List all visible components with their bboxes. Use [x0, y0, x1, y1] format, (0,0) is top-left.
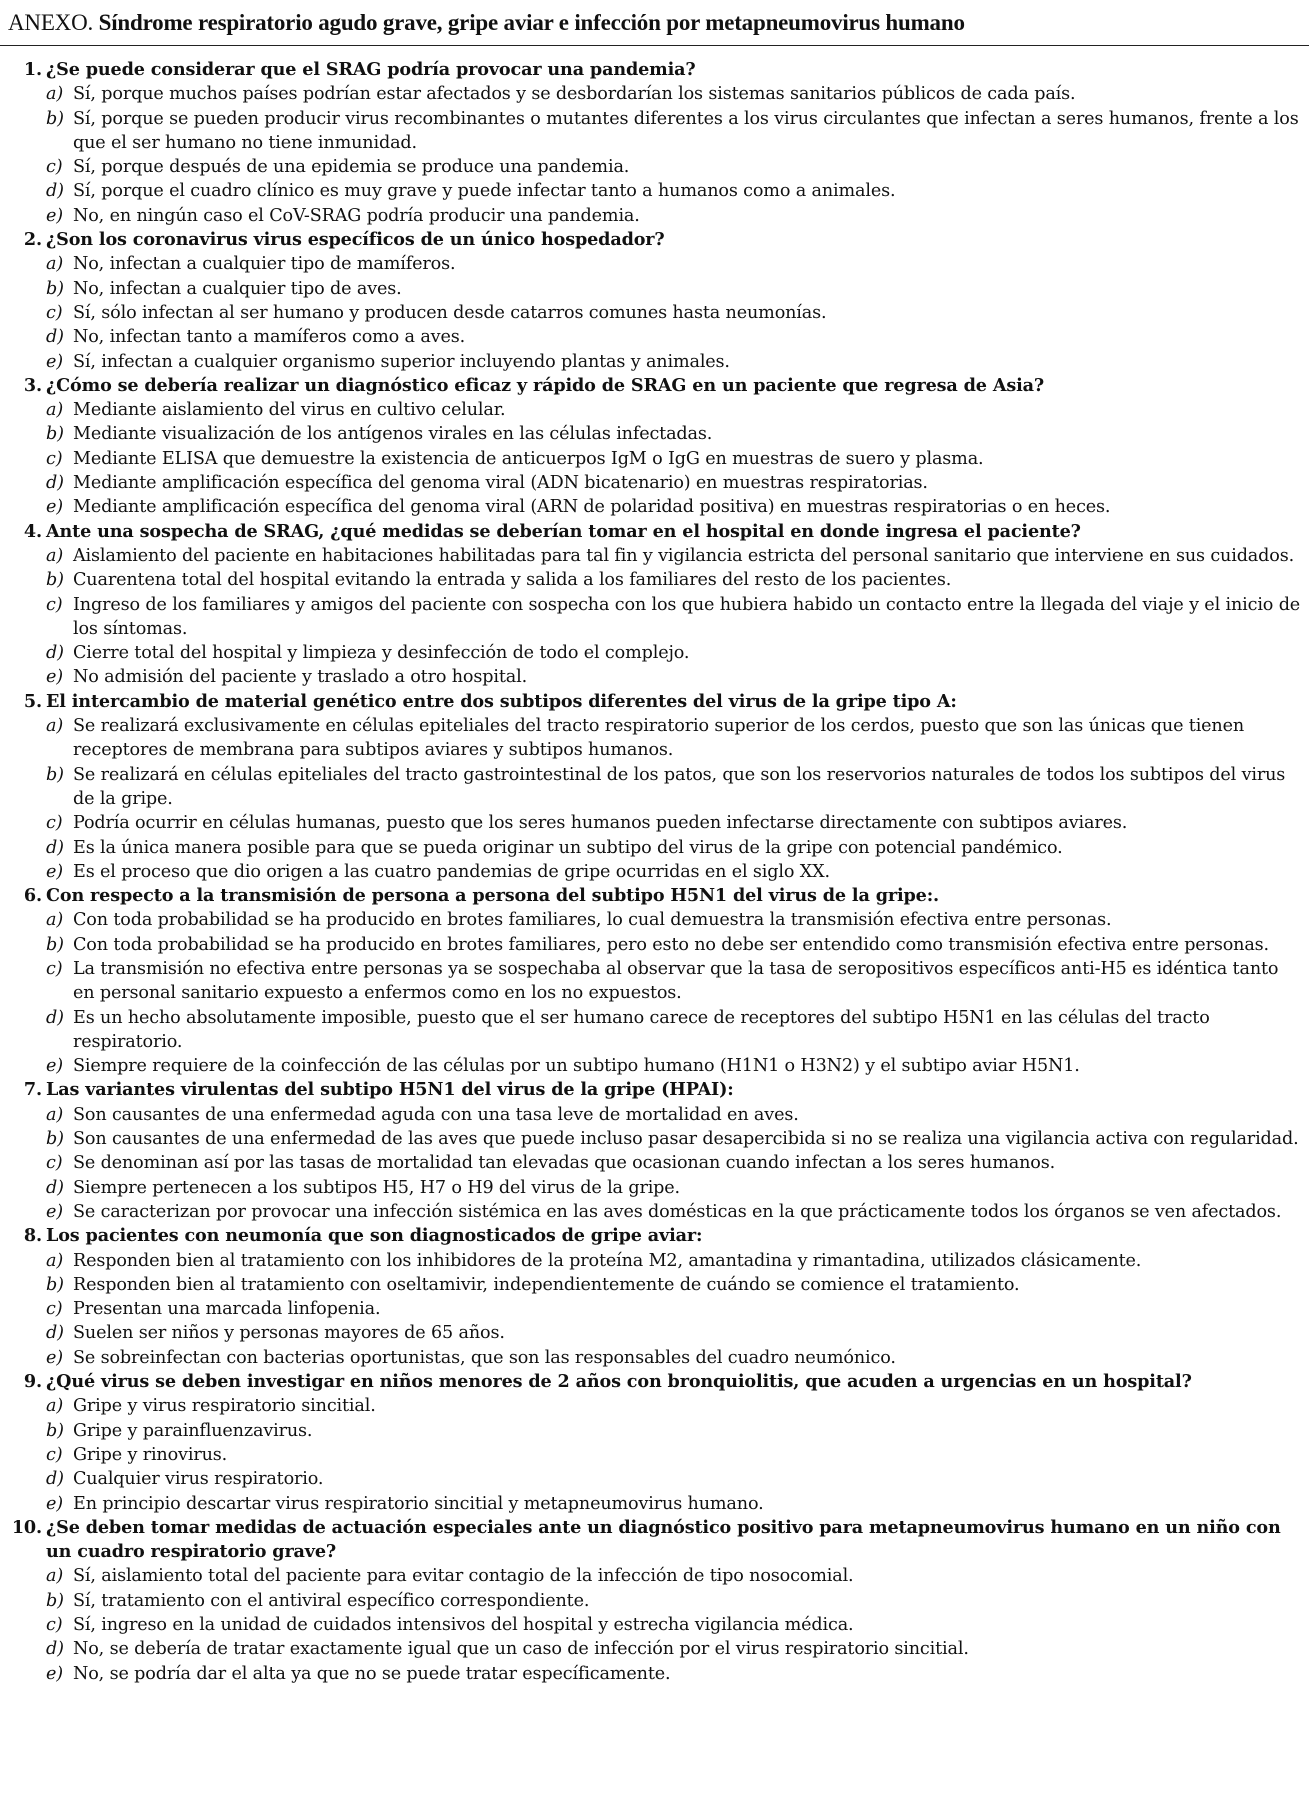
option-letter: a) — [46, 910, 64, 931]
option-text: Siempre requiere de la coinfección de las células por un subtipo humano (H1N1 o H3N2) y el subtipo aviar H5N1. — [73, 1056, 1080, 1077]
option — [0, 544, 1309, 568]
question-number: 10. — [11, 1516, 42, 1538]
option-text: No, infectan tanto a mamíferos como a aves. — [73, 327, 466, 348]
option-text: La transmisión no efectiva entre personas ya se sospechaba al observar que la tasa de seropositivos específicos anti-H5 es idéntica tanto en personal sanitario expuesto a enfermos como en los no expuestos. — [73, 958, 1279, 1004]
option — [0, 1492, 1309, 1516]
question-label: ¿Qué virus se deben investigar en niños menores de 2 años con bronquiolitis, que acuden a urgencias en un hospital? — [46, 1371, 1192, 1393]
option-letter: e) — [46, 205, 63, 226]
question-4 — [0, 520, 1309, 690]
option-letter: d) — [46, 1323, 64, 1344]
option-letter: b) — [46, 108, 64, 129]
option-text: Sí, infectan a cualquier organismo superior incluyendo plantas y animales. — [73, 351, 730, 372]
option — [0, 957, 1309, 1006]
option — [0, 1127, 1309, 1151]
option — [0, 641, 1309, 665]
option — [0, 593, 1309, 642]
option-text: Gripe y virus respiratorio sincitial. — [73, 1396, 376, 1417]
question-1 — [0, 58, 1309, 228]
question-10 — [0, 1516, 1309, 1686]
option-text: Se realizará exclusivamente en células epiteliales del tracto respiratorio superior de los cerdos, puesto que son las únicas que tienen receptores de membrana para subtipos aviares y subtipos humanos. — [73, 716, 1245, 761]
option — [0, 1249, 1309, 1273]
question-text — [0, 1078, 1309, 1102]
option-letter: b) — [46, 934, 64, 955]
page-header — [0, 0, 1309, 46]
option — [0, 933, 1309, 957]
option-letter: c) — [46, 1299, 63, 1320]
option-letter: a) — [46, 84, 64, 105]
option-letter: c) — [46, 1153, 63, 1174]
option — [0, 350, 1309, 374]
option-letter: d) — [46, 643, 64, 664]
option-letter: b) — [46, 1129, 64, 1150]
option — [0, 1151, 1309, 1175]
option — [0, 1589, 1309, 1613]
option-letter: c) — [46, 448, 63, 469]
option — [0, 1006, 1309, 1055]
question-label: ¿Son los coronavirus virus específicos de un único hospedador? — [46, 229, 665, 251]
option-letter: d) — [46, 1639, 64, 1660]
option — [0, 1419, 1309, 1443]
option-text: Presentan una marcada linfopenia. — [73, 1299, 381, 1320]
option-text: Sí, aislamiento total del paciente para evitar contagio de la infección de tipo nosocomial. — [73, 1566, 854, 1587]
option-letter: a) — [46, 1250, 64, 1271]
option-text: Mediante ELISA que demuestre la existencia de anticuerpos IgM o IgG en muestras de suero y plasma. — [73, 448, 984, 469]
option-text: No, se debería de tratar exactamente igual que un caso de infección por el virus respiratorio sincitial. — [73, 1639, 969, 1660]
question-number: 7. — [23, 1079, 42, 1101]
option-letter: c) — [46, 958, 63, 979]
question-label: ¿Se puede considerar que el SRAG podría provocar una pandemia? — [46, 59, 696, 80]
option — [0, 471, 1309, 495]
option-text: Cualquier virus respiratorio. — [73, 1469, 324, 1490]
option-letter: b) — [46, 570, 64, 591]
question-label: Los pacientes con neumonía que son diagnosticados de gripe aviar: — [46, 1225, 703, 1247]
question-number: 4. — [23, 520, 42, 542]
option — [0, 1394, 1309, 1418]
option-text: Cierre total del hospital y limpieza y desinfección de todo el complejo. — [73, 643, 690, 664]
option-text: Gripe y parainfluenzavirus. — [73, 1420, 313, 1441]
question-label: ¿Se deben tomar medidas de actuación especiales ante un diagnóstico positivo para metapneumovirus humano en un niño con un cuadro respiratorio grave? — [46, 1516, 1281, 1563]
question-text — [0, 58, 1309, 82]
question-text — [0, 520, 1309, 544]
option-text: Mediante amplificación específica del genoma viral (ARN de polaridad positiva) en muestras respiratorias o en heces. — [73, 497, 1111, 518]
option-text: Mediante aislamiento del virus en cultivo celular. — [73, 400, 506, 421]
option-text: Es un hecho absolutamente imposible, puesto que el ser humano carece de receptores del subtipo H5N1 en las células del tracto respiratorio. — [73, 1007, 1210, 1052]
option-letter: a) — [46, 545, 64, 566]
option — [0, 1321, 1309, 1345]
question-8 — [0, 1224, 1309, 1370]
option — [0, 495, 1309, 519]
question-number: 3. — [23, 374, 42, 396]
option-letter: e) — [46, 1493, 63, 1514]
option-letter: d) — [46, 181, 64, 202]
question-text — [0, 690, 1309, 714]
question-2 — [0, 228, 1309, 374]
option — [0, 1297, 1309, 1321]
option-text: Siempre pertenecen a los subtipos H5, H7 o H9 del virus de la gripe. — [73, 1177, 680, 1198]
option-letter: e) — [46, 497, 63, 518]
option-text: Con toda probabilidad se ha producido en brotes familiares, lo cual demuestra la transmisión efectiva entre personas. — [73, 910, 1112, 931]
option-letter: d) — [46, 1007, 64, 1028]
question-label: El intercambio de material genético entre dos subtipos diferentes del virus de la gripe tipo A: — [46, 690, 957, 712]
option-letter: e) — [46, 1056, 63, 1077]
question-label: ¿Cómo se debería realizar un diagnóstico eficaz y rápido de SRAG en un paciente que regresa de Asia? — [46, 374, 1045, 396]
option-text: No, se podría dar el alta ya que no se puede tratar específicamente. — [73, 1663, 671, 1684]
option-letter: a) — [46, 1566, 64, 1587]
option-letter: e) — [46, 861, 63, 882]
option — [0, 155, 1309, 179]
question-number: 2. — [23, 229, 42, 251]
option — [0, 908, 1309, 932]
question-7 — [0, 1078, 1309, 1224]
option-letter: a) — [46, 400, 64, 421]
option — [0, 1443, 1309, 1467]
question-number: 6. — [23, 885, 42, 907]
option-text: Sí, sólo infectan al ser humano y producen desde catarros comunes hasta neumonías. — [73, 302, 827, 323]
option-text: No admisión del paciente y traslado a otro hospital. — [73, 667, 528, 688]
option-letter: b) — [46, 1420, 64, 1441]
option — [0, 325, 1309, 349]
option — [0, 1613, 1309, 1637]
option — [0, 422, 1309, 446]
option — [0, 1103, 1309, 1127]
option-text: Sí, ingreso en la unidad de cuidados intensivos del hospital y estrecha vigilancia médica. — [73, 1615, 854, 1635]
option — [0, 204, 1309, 228]
option-letter: c) — [46, 302, 63, 323]
option-text: Se denominan así por las tasas de mortalidad tan elevadas que ocasionan cuando infectan a los seres humanos. — [73, 1153, 1056, 1174]
question-9 — [0, 1370, 1309, 1516]
option-letter: b) — [46, 424, 64, 445]
question-text — [0, 1516, 1309, 1565]
option-text: Sí, porque se pueden producir virus recombinantes o mutantes diferentes a los virus circulantes que infectan a seres humanos, frente a los que el ser humano no tiene inmunidad. — [73, 108, 1299, 153]
option-text: No, infectan a cualquier tipo de aves. — [73, 278, 402, 299]
option-text: No, en ningún caso el CoV-SRAG podría producir una pandemia. — [73, 205, 640, 226]
option-letter: a) — [46, 1396, 64, 1417]
option-letter: a) — [46, 254, 64, 275]
header-prefix: ANEXO. — [8, 10, 94, 35]
question-number: 5. — [23, 690, 42, 712]
option-letter: d) — [46, 1177, 64, 1198]
option-text: Mediante amplificación específica del genoma viral (ADN bicatenario) en muestras respiratorias. — [73, 473, 928, 494]
option-text: Se caracterizan por provocar una infección sistémica en las aves domésticas en la que prácticamente todos los órganos se ven afectados. — [73, 1201, 1282, 1222]
option-letter: d) — [46, 473, 64, 494]
option — [0, 1662, 1309, 1686]
question-list — [0, 58, 1309, 1686]
option-text: Ingreso de los familiares y amigos del paciente con sospecha con los que hubiera habido un contacto entre la llegada del viaje y el inicio de los síntomas. — [73, 594, 1301, 639]
option — [0, 714, 1309, 763]
option-text: Se sobreinfectan con bacterias oportunistas, que son las responsables del cuadro neumónico. — [73, 1347, 896, 1368]
header-title: Síndrome respiratorio agudo grave, gripe aviar e infección por metapneumovirus humano — [98, 10, 965, 35]
option-letter: c) — [46, 1444, 63, 1465]
option-text: Cuarentena total del hospital evitando la entrada y salida a los familiares del resto de los pacientes. — [73, 570, 952, 591]
question-number: 9. — [23, 1371, 42, 1393]
option — [0, 277, 1309, 301]
option-text: Se realizará en células epiteliales del tracto gastrointestinal de los patos, que son los reservorios naturales de todos los subtipos del virus de la gripe. — [73, 764, 1286, 809]
option — [0, 1273, 1309, 1297]
option-letter: e) — [46, 1347, 63, 1368]
option — [0, 1200, 1309, 1224]
option-letter: a) — [46, 716, 64, 737]
option-letter: a) — [46, 1104, 64, 1125]
question-label: Ante una sospecha de SRAG, ¿qué medidas se deberían tomar en el hospital en donde ingresa el paciente? — [46, 520, 1081, 542]
option-letter: c) — [46, 594, 63, 615]
option — [0, 568, 1309, 592]
option-letter: e) — [46, 1663, 63, 1684]
option-text: Sí, porque muchos países podrían estar afectados y se desbordarían los sistemas sanitarios públicos de cada país. — [73, 84, 1076, 105]
option — [0, 398, 1309, 422]
question-text — [0, 1224, 1309, 1248]
option-letter: b) — [46, 278, 64, 299]
option-letter: e) — [46, 667, 63, 688]
option-text: Gripe y rinovirus. — [73, 1444, 228, 1465]
option — [0, 1346, 1309, 1370]
option — [0, 447, 1309, 471]
option-letter: b) — [46, 1590, 64, 1611]
option-letter: e) — [46, 351, 63, 372]
question-text — [0, 374, 1309, 398]
option — [0, 1467, 1309, 1491]
option-letter: d) — [46, 327, 64, 348]
option-text: Sí, porque el cuadro clínico es muy grave y puede infectar tanto a humanos como a animales. — [73, 181, 896, 202]
option-text: Son causantes de una enfermedad de las aves que puede incluso pasar desapercibida si no se realiza una vigilancia activa con regularidad. — [73, 1129, 1299, 1150]
option-text: Son causantes de una enfermedad aguda con una tasa leve de mortalidad en aves. — [73, 1104, 799, 1125]
question-3 — [0, 374, 1309, 520]
option — [0, 811, 1309, 835]
option-text: Mediante visualización de los antígenos virales en las células infectadas. — [73, 424, 713, 445]
option-letter: d) — [46, 1469, 64, 1490]
option-text: Responden bien al tratamiento con los inhibidores de la proteína M2, amantadina y rimantadina, utilizados clásicamente. — [73, 1250, 1142, 1271]
option — [0, 1054, 1309, 1078]
option — [0, 301, 1309, 325]
option — [0, 179, 1309, 203]
option-text: Aislamiento del paciente en habitaciones habilitadas para tal fin y vigilancia estricta del personal sanitario que interviene en sus cuidados. — [73, 545, 1295, 566]
option-text: Responden bien al tratamiento con oseltamivir, independientemente de cuándo se comience el tratamiento. — [73, 1274, 1020, 1295]
option-text: En principio descartar virus respiratorio sincitial y metapneumovirus humano. — [73, 1493, 764, 1514]
option-text: Sí, tratamiento con el antiviral específico correspondiente. — [73, 1590, 590, 1611]
option — [0, 1564, 1309, 1588]
option — [0, 665, 1309, 689]
option-text: Con toda probabilidad se ha producido en brotes familiares, pero esto no debe ser entendido como transmisión efectiva entre personas. — [73, 934, 1269, 955]
question-text — [0, 228, 1309, 252]
option-letter: c) — [46, 157, 63, 178]
option-text: No, infectan a cualquier tipo de mamíferos. — [73, 254, 456, 275]
question-text — [0, 1370, 1309, 1394]
option — [0, 860, 1309, 884]
option — [0, 763, 1309, 812]
option-text: Es el proceso que dio origen a las cuatro pandemias de gripe ocurridas en el siglo XX. — [73, 861, 830, 882]
question-number: 1. — [23, 59, 42, 80]
option — [0, 252, 1309, 276]
option-text: Podría ocurrir en células humanas, puesto que los seres humanos pueden infectarse directamente con subtipos aviares. — [73, 813, 1128, 834]
question-number: 8. — [23, 1225, 42, 1247]
option-letter: e) — [46, 1201, 63, 1222]
question-5 — [0, 690, 1309, 884]
question-label: Con respecto a la transmisión de persona a persona del subtipo H5N1 del virus de la gripe:. — [46, 885, 940, 907]
option-text: Sí, porque después de una epidemia se produce una pandemia. — [73, 157, 630, 178]
question-text — [0, 884, 1309, 908]
option-letter: c) — [46, 1615, 63, 1635]
question-6 — [0, 884, 1309, 1078]
option-letter: b) — [46, 1274, 64, 1295]
option — [0, 82, 1309, 106]
option — [0, 836, 1309, 860]
question-label: Las variantes virulentas del subtipo H5N1 del virus de la gripe (HPAI): — [46, 1079, 734, 1101]
option-text: Es la única manera posible para que se pueda originar un subtipo del virus de la gripe con potencial pandémico. — [73, 837, 1063, 858]
option — [0, 1637, 1309, 1661]
option-letter: d) — [46, 837, 64, 858]
option-letter: b) — [46, 764, 64, 785]
option-letter: c) — [46, 813, 63, 834]
option — [0, 107, 1309, 156]
option — [0, 1176, 1309, 1200]
option-text: Suelen ser niños y personas mayores de 65 años. — [73, 1323, 505, 1344]
